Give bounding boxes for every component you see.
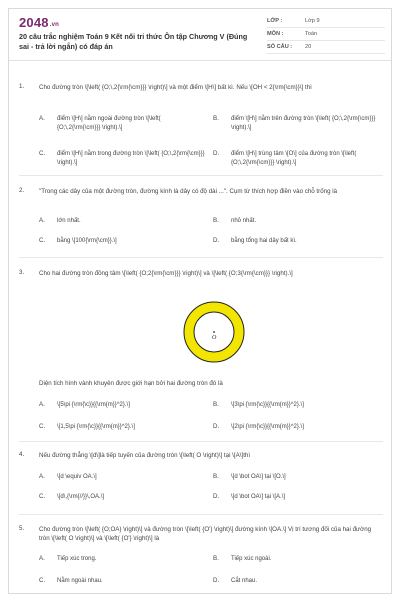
option-text: điểm \[H\] nằm ngoài đường tròn \[\left( {O;\,2{\rm{\cm}}} \right).\] xyxy=(57,116,161,131)
option-d[interactable] xyxy=(213,493,379,502)
option-c[interactable] xyxy=(39,493,205,502)
option-label: C. xyxy=(39,150,46,157)
option-text: điểm \[H\] nằm trên đường tròn \[\left( {O;\,2{\rm{\cm}}} \right).\] xyxy=(231,116,376,131)
option-text: Tiếp xúc trong. xyxy=(57,556,97,562)
question-number: 1. xyxy=(19,83,25,90)
meta-value: Lớp 9 xyxy=(305,18,320,24)
meta-row-subject xyxy=(267,28,385,41)
option-label: D. xyxy=(213,237,220,244)
question-number: 2. xyxy=(19,187,25,194)
meta-key: MÔN : xyxy=(267,31,284,37)
document-page xyxy=(8,8,392,594)
option-label: B. xyxy=(213,555,219,562)
option-text: bằng tổng hai dây bất kì. xyxy=(231,238,297,244)
option-a[interactable] xyxy=(39,217,205,226)
option-a[interactable] xyxy=(39,473,205,482)
option-b[interactable] xyxy=(213,217,379,226)
option-label: B. xyxy=(213,217,219,224)
option-label: C. xyxy=(39,577,46,584)
option-text: Tiếp xúc ngoài. xyxy=(231,556,272,562)
option-c[interactable] xyxy=(39,237,205,246)
option-label: A. xyxy=(39,473,45,480)
meta-row-class xyxy=(267,15,385,28)
option-text: \[d \bot OA\] tại \[O.\] xyxy=(231,474,286,480)
logo-text: 2048 xyxy=(19,15,49,30)
concentric-circles-figure xyxy=(179,297,249,367)
question-text: "Trong các dây của một đường tròn, đường kính là dây có độ dài ...". Cụm từ thích hợp điền vào chỗ trống là xyxy=(39,188,338,195)
option-text: điểm \[H\] nằm trong đường tròn \[\left( {O;\,2{\rm{\cm}}} \right).\] xyxy=(57,151,205,166)
question-number: 4. xyxy=(19,451,25,458)
option-label: D. xyxy=(213,150,220,157)
option-text: điểm \[H\] trùng tâm \[O\] của đường tròn \[\left( {O;\,2{\rm{\cm}}} \right).\] xyxy=(231,151,357,166)
option-a[interactable] xyxy=(39,401,205,410)
option-d[interactable] xyxy=(213,150,379,167)
divider xyxy=(19,175,383,176)
option-label: D. xyxy=(213,577,220,584)
option-d[interactable] xyxy=(213,423,379,432)
option-label: C. xyxy=(39,493,46,500)
option-text: \[d \bot OA\] tại \[A.\] xyxy=(231,494,286,500)
question-text: Cho đường tròn \[\left( {O;\,2{\rm{\cm}}} \right)\] và một điểm \[H\] bất kì. Nếu \[OH < 2{\rm{\cm}}\] thì xyxy=(39,84,312,91)
option-d[interactable] xyxy=(213,237,379,246)
option-label: A. xyxy=(39,115,45,122)
divider xyxy=(19,257,383,258)
option-a[interactable] xyxy=(39,555,205,564)
meta-key: SỐ CÂU : xyxy=(267,44,293,50)
option-label: B. xyxy=(213,473,219,480)
option-label: D. xyxy=(213,493,220,500)
divider xyxy=(19,514,383,515)
option-label: C. xyxy=(39,423,46,430)
meta-value: Toán xyxy=(305,31,318,37)
center-point xyxy=(213,331,215,333)
site-logo[interactable] xyxy=(19,15,59,30)
option-label: B. xyxy=(213,401,219,408)
document-header xyxy=(9,9,391,61)
option-label: A. xyxy=(39,217,45,224)
option-a[interactable] xyxy=(39,115,205,132)
option-c[interactable] xyxy=(39,577,205,586)
meta-row-count xyxy=(267,41,385,54)
option-b[interactable] xyxy=(213,401,379,410)
logo-tld: .vn xyxy=(49,22,60,28)
question-text: Nếu đường thẳng \[d\]là tiếp tuyến của đường tròn \[\left( O \right)\] tại \[A\]thì xyxy=(39,452,251,459)
option-text: Nằm ngoài nhau. xyxy=(57,578,103,584)
option-label: A. xyxy=(39,555,45,562)
option-label: B. xyxy=(213,115,219,122)
option-text: \[d\,{\rm{//}}\,OA.\] xyxy=(57,494,105,500)
option-text: \[3\pi {\rm{\c}}{{\rm{m}}^2}.\] xyxy=(231,402,304,408)
option-text: Cắt nhau. xyxy=(231,578,258,584)
question-subtext: Diện tích hình vành khuyên được giới hạn bởi hai đường tròn đó là xyxy=(39,380,223,387)
option-text: \[d \equiv OA.\] xyxy=(57,474,97,480)
divider xyxy=(19,441,383,442)
option-text: \[1,5\pi {\rm{\c}}{{\rm{m}}^2}.\] xyxy=(57,424,135,430)
option-label: C. xyxy=(39,237,46,244)
option-b[interactable] xyxy=(213,473,379,482)
option-c[interactable] xyxy=(39,423,205,432)
center-label: O xyxy=(212,335,217,341)
meta-table xyxy=(267,15,385,54)
option-d[interactable] xyxy=(213,577,379,586)
question-number: 5. xyxy=(19,525,25,532)
meta-value: 20 xyxy=(305,44,312,50)
option-text: \[5\pi {\rm{\c}}{{\rm{m}}^2}.\] xyxy=(57,402,130,408)
circles-svg xyxy=(179,297,249,367)
option-text: lớn nhất. xyxy=(57,218,81,224)
option-c[interactable] xyxy=(39,150,205,167)
option-b[interactable] xyxy=(213,115,379,132)
option-b[interactable] xyxy=(213,555,379,564)
option-label: D. xyxy=(213,423,220,430)
option-text: bằng \[100{\rm{\cm}}.\] xyxy=(57,238,117,244)
document-title: 20 câu trắc nghiệm Toán 9 Kết nối tri thức Ôn tập Chương V (Đúng sai - trả lời ngắn) có đáp án xyxy=(19,32,248,51)
question-text: Cho hai đường tròn đồng tâm \[\left( {O;2{\rm{\cm}}} \right)\] và \[\left( {O;3{\rm{\cm}}} \right).\] xyxy=(39,270,293,277)
question-number: 3. xyxy=(19,269,25,276)
option-text: nhỏ nhất. xyxy=(231,218,257,224)
option-text: \[2\pi {\rm{\c}}{{\rm{m}}^2}.\] xyxy=(231,424,304,430)
meta-key: LỚP : xyxy=(267,18,283,24)
option-label: A. xyxy=(39,401,45,408)
question-text: Cho đường tròn \[\left( {O;OA} \right)\] và đường tròn \[\left( {O'} \right)\] đường kính \[OA.\] Vị trí tương đối của hai đường tròn \[\left( O \right)\] và \[\left( {O'} \right)\] là xyxy=(39,526,372,542)
